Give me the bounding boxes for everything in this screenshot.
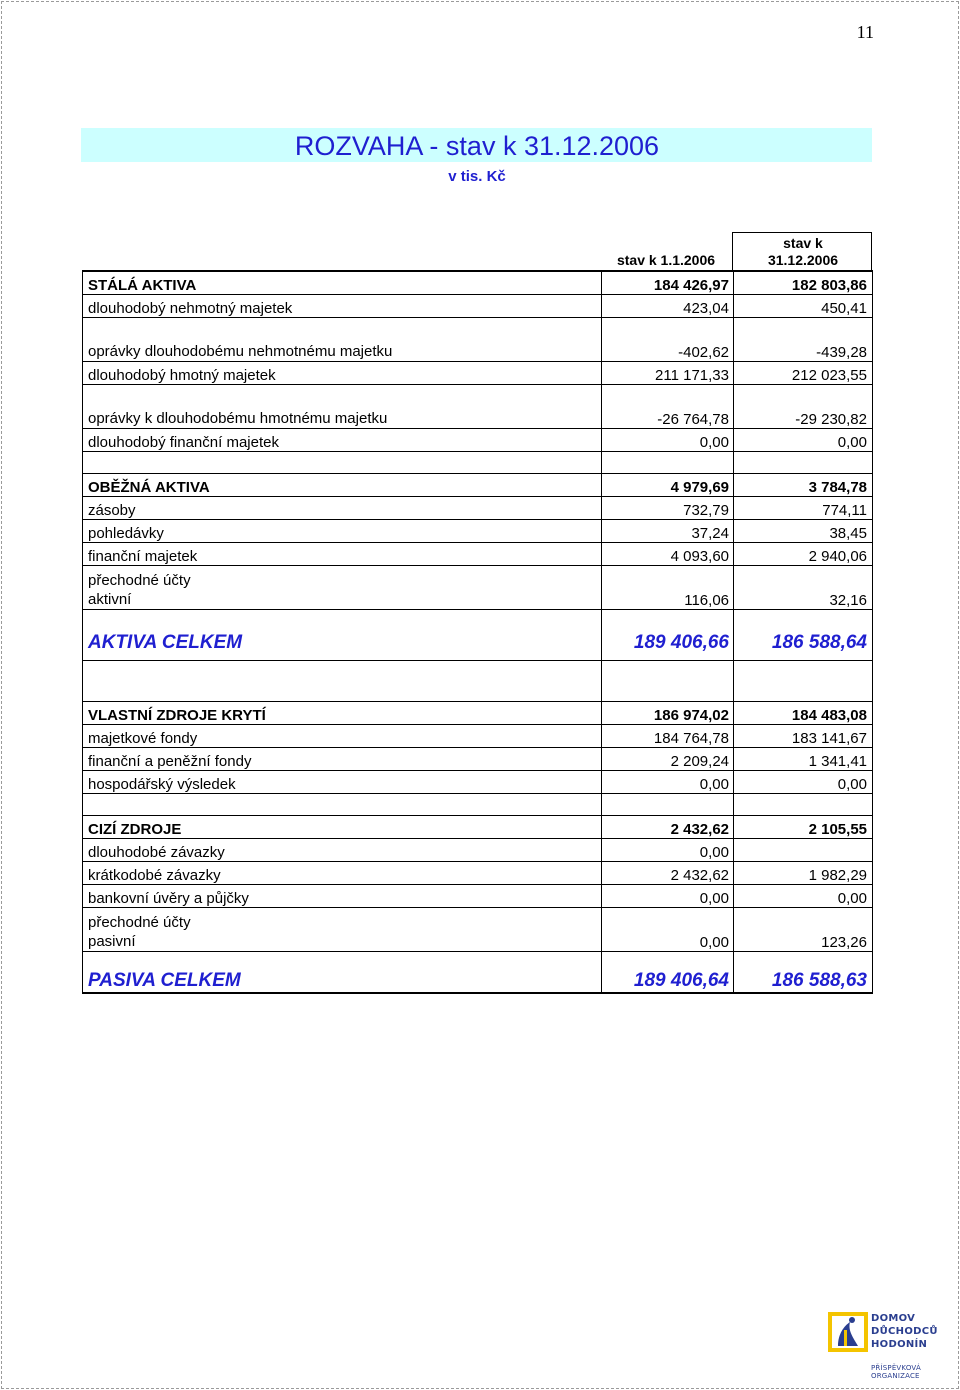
row-value-end: 182 803,86 — [733, 272, 872, 294]
logo-line2: DŮCHODCŮ — [871, 1326, 938, 1337]
row-label: oprávky dlouhodobému nehmotnému majetku — [88, 343, 393, 360]
row-label: přechodné účty pasivní — [88, 914, 191, 950]
table-row — [83, 771, 872, 794]
row-value-start: 2 209,24 — [601, 748, 733, 770]
row-value-end: 32,16 — [733, 566, 872, 609]
column-header-end — [733, 235, 873, 269]
row-value-start: 732,79 — [601, 497, 733, 519]
table-row-total — [83, 610, 872, 661]
table-row — [83, 543, 872, 566]
row-value-start: 37,24 — [601, 520, 733, 542]
row-value-start: 2 432,62 — [601, 816, 733, 838]
row-value-end: 0,00 — [733, 429, 872, 451]
row-label: hospodářský výsledek — [88, 776, 236, 793]
row-label: dlouhodobý hmotný majetek — [88, 367, 276, 384]
table-row-blank — [83, 661, 872, 702]
row-value-start: 0,00 — [601, 429, 733, 451]
table-row — [83, 272, 872, 295]
logo-line3: HODONÍN — [871, 1339, 928, 1350]
table-row — [83, 520, 872, 543]
row-label: dlouhodobý finanční majetek — [88, 434, 279, 451]
row-label: CIZÍ ZDROJE — [88, 821, 182, 838]
row-value-start: 2 432,62 — [601, 862, 733, 884]
row-value-start: 186 974,02 — [601, 702, 733, 724]
row-value-start: 423,04 — [601, 295, 733, 317]
row-value-end: 450,41 — [733, 295, 872, 317]
table-row-blank — [83, 452, 872, 474]
table-row — [83, 318, 872, 362]
table-row — [83, 725, 872, 748]
row-label: dlouhodobé závazky — [88, 844, 225, 861]
logo-subtitle: PŘÍSPĚVKOVÁ ORGANIZACE — [871, 1364, 921, 1380]
balance-sheet-table — [82, 270, 873, 994]
header-right-border — [871, 232, 872, 272]
row-value-start: 189 406,66 — [601, 610, 733, 660]
row-label: STÁLÁ AKTIVA — [88, 277, 197, 294]
logo-text — [871, 1312, 951, 1351]
row-value-end: 38,45 — [733, 520, 872, 542]
table-row — [83, 748, 872, 771]
row-label: přechodné účty aktivní — [88, 572, 191, 608]
row-value-end: 186 588,64 — [733, 610, 872, 660]
row-value-end: 1 341,41 — [733, 748, 872, 770]
row-label: OBĚŽNÁ AKTIVA — [88, 479, 210, 496]
page-subtitle: v tis. Kč — [448, 168, 506, 185]
table-row — [83, 566, 872, 610]
row-label: zásoby — [88, 502, 136, 519]
row-label: krátkodobé závazky — [88, 867, 221, 884]
row-value-start: 0,00 — [601, 908, 733, 951]
row-label: finanční majetek — [88, 548, 198, 565]
row-value-end: 2 940,06 — [733, 543, 872, 565]
row-value-start: 4 979,69 — [601, 474, 733, 496]
row-value-end: 186 588,63 — [733, 952, 872, 992]
page-number: 11 — [856, 22, 874, 42]
table-row — [83, 702, 872, 725]
table-row-total — [83, 952, 872, 992]
logo-line1: DOMOV — [871, 1313, 916, 1324]
row-value-start: -402,62 — [601, 318, 733, 361]
table-row — [83, 885, 872, 908]
row-value-start: 116,06 — [601, 566, 733, 609]
row-value-start: 0,00 — [601, 885, 733, 907]
row-value-end: 0,00 — [733, 771, 872, 793]
table-row — [83, 362, 872, 385]
column-header-end-line2: 31.12.2006 — [767, 252, 839, 268]
row-value-start: 211 171,33 — [601, 362, 733, 384]
row-label: majetkové fondy — [88, 730, 198, 747]
row-value-end: 3 784,78 — [733, 474, 872, 496]
row-value-end: 183 141,67 — [733, 725, 872, 747]
row-value-start: 189 406,64 — [601, 952, 733, 992]
row-value-start: 184 426,97 — [601, 272, 733, 294]
row-label: PASIVA CELKEM — [88, 970, 241, 991]
table-row — [83, 816, 872, 839]
header-top-border — [732, 232, 872, 233]
row-value-end: 1 982,29 — [733, 862, 872, 884]
row-value-end: 0,00 — [733, 885, 872, 907]
header-divider — [732, 232, 733, 272]
table-row — [83, 295, 872, 318]
row-label: finanční a peněžní fondy — [88, 753, 252, 770]
row-value-start: 0,00 — [601, 839, 733, 861]
column-header-start: stav k 1.1.2006 — [616, 252, 716, 268]
table-row — [83, 474, 872, 497]
column-header-end-line1: stav k — [783, 235, 823, 251]
row-value-end: 2 105,55 — [733, 816, 872, 838]
row-label: pohledávky — [88, 525, 164, 542]
row-value-start: 184 764,78 — [601, 725, 733, 747]
table-row-blank — [83, 794, 872, 816]
row-value-start: 4 093,60 — [601, 543, 733, 565]
row-label: VLASTNÍ ZDROJE KRYTÍ — [88, 707, 266, 724]
row-label: dlouhodobý nehmotný majetek — [88, 300, 293, 317]
row-value-end: 774,11 — [733, 497, 872, 519]
row-value-end: -29 230,82 — [733, 385, 872, 428]
table-row — [83, 385, 872, 429]
row-value-end: -439,28 — [733, 318, 872, 361]
table-row — [83, 839, 872, 862]
row-label: bankovní úvěry a půjčky — [88, 890, 249, 907]
row-value-start: 0,00 — [601, 771, 733, 793]
row-label: oprávky k dlouhodobému hmotnému majetku — [88, 410, 388, 427]
row-value-end: 184 483,08 — [733, 702, 872, 724]
row-value-end: 212 023,55 — [733, 362, 872, 384]
table-row — [83, 429, 872, 452]
table-row — [83, 862, 872, 885]
row-value-end: 123,26 — [733, 908, 872, 951]
table-row — [83, 497, 872, 520]
row-value-start: -26 764,78 — [601, 385, 733, 428]
table-row — [83, 908, 872, 952]
page-title: ROZVAHA - stav k 31.12.2006 — [294, 131, 660, 161]
row-label: AKTIVA CELKEM — [88, 632, 243, 653]
row-value-end — [733, 839, 872, 861]
